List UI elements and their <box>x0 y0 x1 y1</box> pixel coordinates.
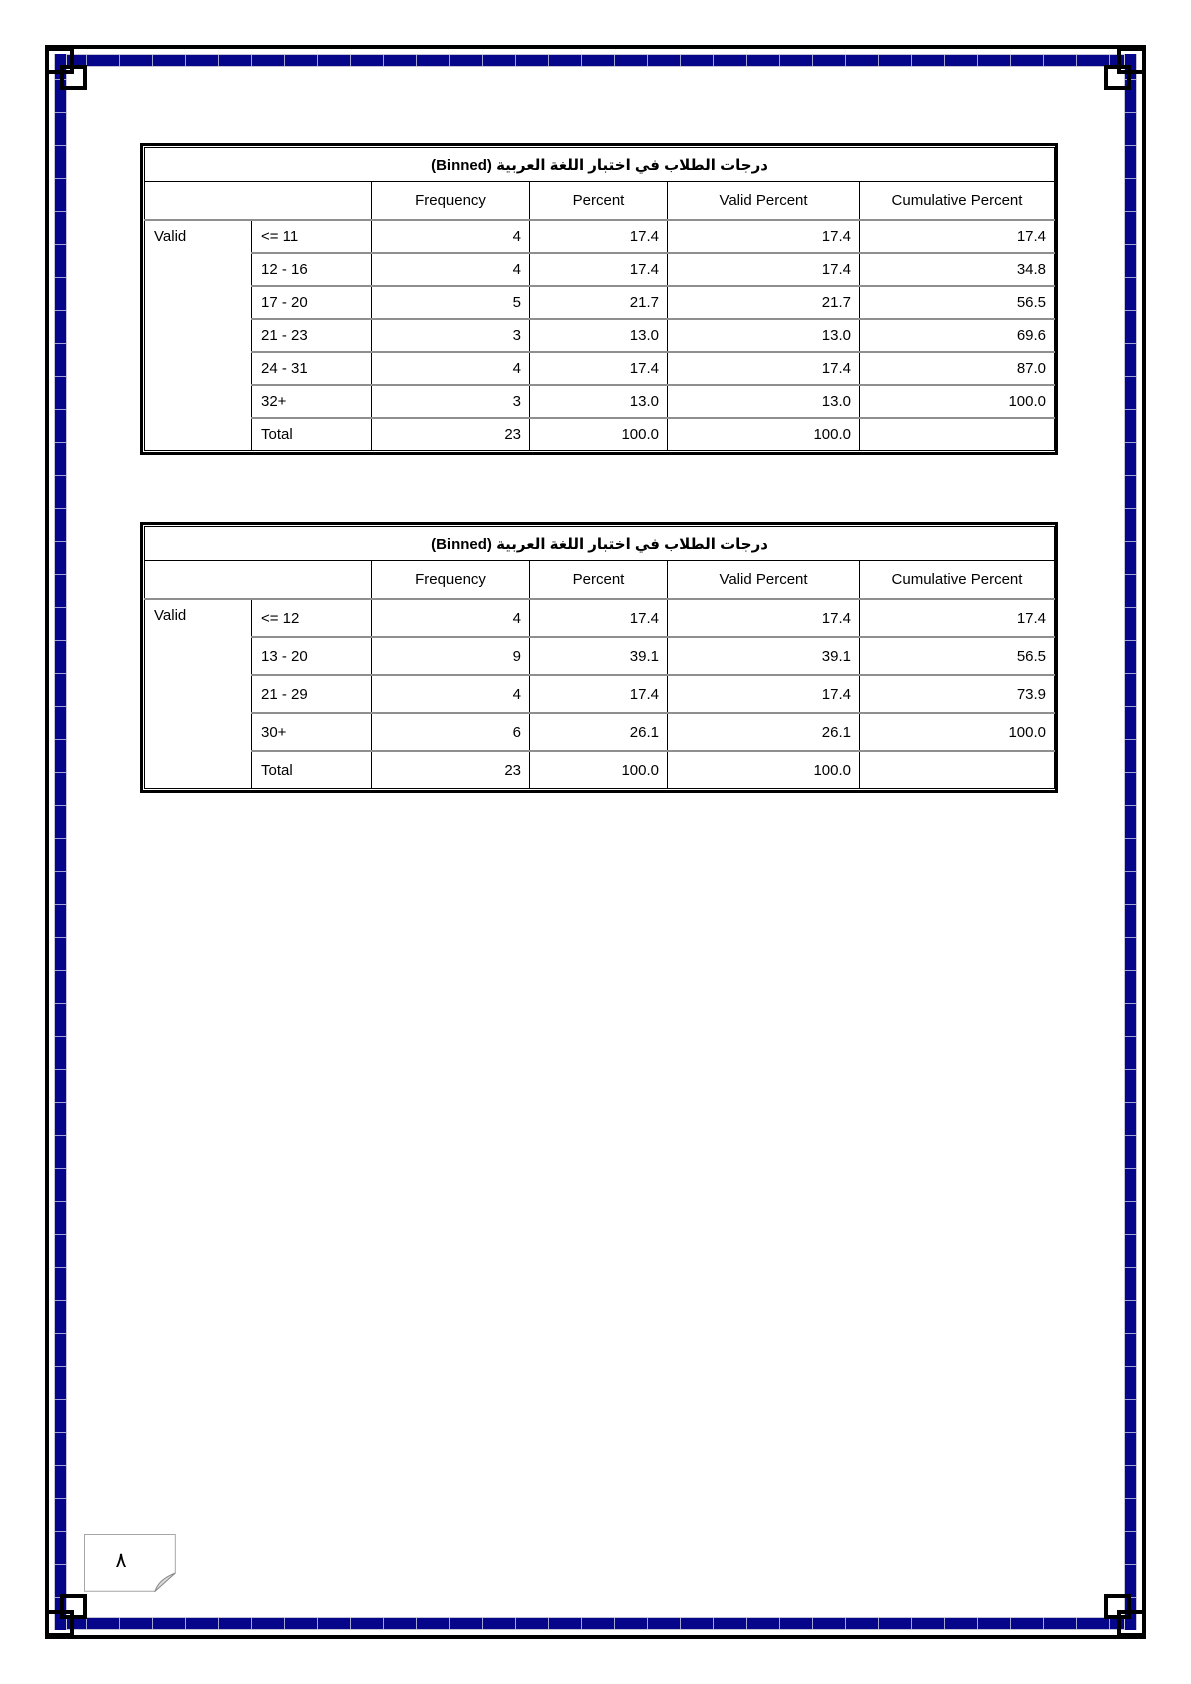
table-row <box>145 253 1055 286</box>
cumulative-percent-cell: 73.9 <box>860 675 1055 713</box>
bin-label-cell: 13 - 20 <box>252 637 372 675</box>
percent-cell: 13.0 <box>530 385 668 418</box>
bin-label-cell: 21 - 23 <box>252 319 372 352</box>
table-header-percent: Percent <box>530 561 668 600</box>
cumulative-percent-cell: 34.8 <box>860 253 1055 286</box>
cumulative-percent-cell: 56.5 <box>860 637 1055 675</box>
row-group-label: Valid <box>154 228 187 245</box>
percent-cell: 100.0 <box>530 751 668 789</box>
frequency-cell: 23 <box>372 418 530 451</box>
percent-cell: 21.7 <box>530 286 668 319</box>
page-number-box <box>84 1534 176 1592</box>
table-header-percent: Percent <box>530 182 668 221</box>
frequency-cell: 4 <box>372 253 530 286</box>
valid-percent-cell: 13.0 <box>668 385 860 418</box>
valid-percent-cell: 26.1 <box>668 713 860 751</box>
table-header-cumulative-percent: Cumulative Percent <box>860 561 1055 600</box>
table-row <box>145 352 1055 385</box>
cumulative-percent-cell: 17.4 <box>860 599 1055 637</box>
valid-percent-cell: 17.4 <box>668 253 860 286</box>
bin-label-cell: 24 - 31 <box>252 352 372 385</box>
table-row <box>145 599 1055 637</box>
table-header-valid-percent: Valid Percent <box>668 182 860 221</box>
table-row <box>145 286 1055 319</box>
bin-label-cell: Total <box>252 418 372 451</box>
frequency-cell: 5 <box>372 286 530 319</box>
page-border-band-bottom <box>54 1617 1137 1630</box>
table-title: درجات الطلاب في اختبار اللغة العربية (Binned) <box>145 527 1055 561</box>
frequency-cell: 4 <box>372 220 530 253</box>
page-border-band-left <box>54 54 67 1630</box>
bin-label-cell: 17 - 20 <box>252 286 372 319</box>
percent-cell: 17.4 <box>530 352 668 385</box>
frequency-cell: 4 <box>372 675 530 713</box>
table-row <box>145 637 1055 675</box>
valid-percent-cell: 100.0 <box>668 751 860 789</box>
frequency-cell: 6 <box>372 713 530 751</box>
frequency-cell: 3 <box>372 385 530 418</box>
valid-percent-cell: 100.0 <box>668 418 860 451</box>
table-row <box>145 319 1055 352</box>
page-border-band-top <box>54 54 1137 67</box>
page-curl-icon <box>84 1534 176 1592</box>
table-row <box>145 220 1055 253</box>
valid-percent-cell: 17.4 <box>668 599 860 637</box>
cumulative-percent-cell <box>860 751 1055 789</box>
frequency-cell: 9 <box>372 637 530 675</box>
table-header-cumulative-percent: Cumulative Percent <box>860 182 1055 221</box>
percent-cell: 39.1 <box>530 637 668 675</box>
bin-label-cell: 32+ <box>252 385 372 418</box>
frequency-cell: 23 <box>372 751 530 789</box>
frequency-cell: 4 <box>372 352 530 385</box>
table-row <box>145 713 1055 751</box>
cumulative-percent-cell: 100.0 <box>860 713 1055 751</box>
table-row <box>145 418 1055 451</box>
page-number-text: ٨ <box>115 1548 127 1572</box>
frequency-table-2 <box>140 522 1058 793</box>
frequency-cell: 4 <box>372 599 530 637</box>
cumulative-percent-cell: 17.4 <box>860 220 1055 253</box>
table-row <box>145 751 1055 789</box>
valid-percent-cell: 17.4 <box>668 220 860 253</box>
border-corner-square-icon <box>60 65 87 90</box>
bin-label-cell: 12 - 16 <box>252 253 372 286</box>
percent-cell: 26.1 <box>530 713 668 751</box>
bin-label-cell: <= 12 <box>252 599 372 637</box>
bin-label-cell: 30+ <box>252 713 372 751</box>
table-header-row <box>145 561 1055 600</box>
bin-label-cell: <= 11 <box>252 220 372 253</box>
table-header-frequency: Frequency <box>372 561 530 600</box>
border-corner-square-icon <box>1104 65 1131 90</box>
valid-percent-cell: 17.4 <box>668 352 860 385</box>
table-title: درجات الطلاب في اختبار اللغة العربية (Binned) <box>145 148 1055 182</box>
valid-percent-cell: 21.7 <box>668 286 860 319</box>
percent-cell: 17.4 <box>530 675 668 713</box>
bin-label-cell: Total <box>252 751 372 789</box>
cumulative-percent-cell: 100.0 <box>860 385 1055 418</box>
cumulative-percent-cell: 87.0 <box>860 352 1055 385</box>
frequency-table-1 <box>140 143 1058 455</box>
table-header-empty <box>145 182 372 221</box>
table-row <box>145 385 1055 418</box>
frequency-cell: 3 <box>372 319 530 352</box>
page-border-band-right <box>1124 54 1137 1630</box>
border-corner-square-icon <box>1104 1594 1131 1619</box>
percent-cell: 17.4 <box>530 599 668 637</box>
cumulative-percent-cell: 69.6 <box>860 319 1055 352</box>
cumulative-percent-cell: 56.5 <box>860 286 1055 319</box>
table-row <box>145 675 1055 713</box>
percent-cell: 100.0 <box>530 418 668 451</box>
border-corner-square-icon <box>60 1594 87 1619</box>
valid-percent-cell: 17.4 <box>668 675 860 713</box>
table-header-valid-percent: Valid Percent <box>668 561 860 600</box>
valid-percent-cell: 39.1 <box>668 637 860 675</box>
percent-cell: 17.4 <box>530 253 668 286</box>
valid-percent-cell: 13.0 <box>668 319 860 352</box>
row-group-label: Valid <box>154 607 187 624</box>
table-header-frequency: Frequency <box>372 182 530 221</box>
table-header-empty <box>145 561 372 600</box>
bin-label-cell: 21 - 29 <box>252 675 372 713</box>
percent-cell: 17.4 <box>530 220 668 253</box>
percent-cell: 13.0 <box>530 319 668 352</box>
table-header-row <box>145 182 1055 221</box>
cumulative-percent-cell <box>860 418 1055 451</box>
